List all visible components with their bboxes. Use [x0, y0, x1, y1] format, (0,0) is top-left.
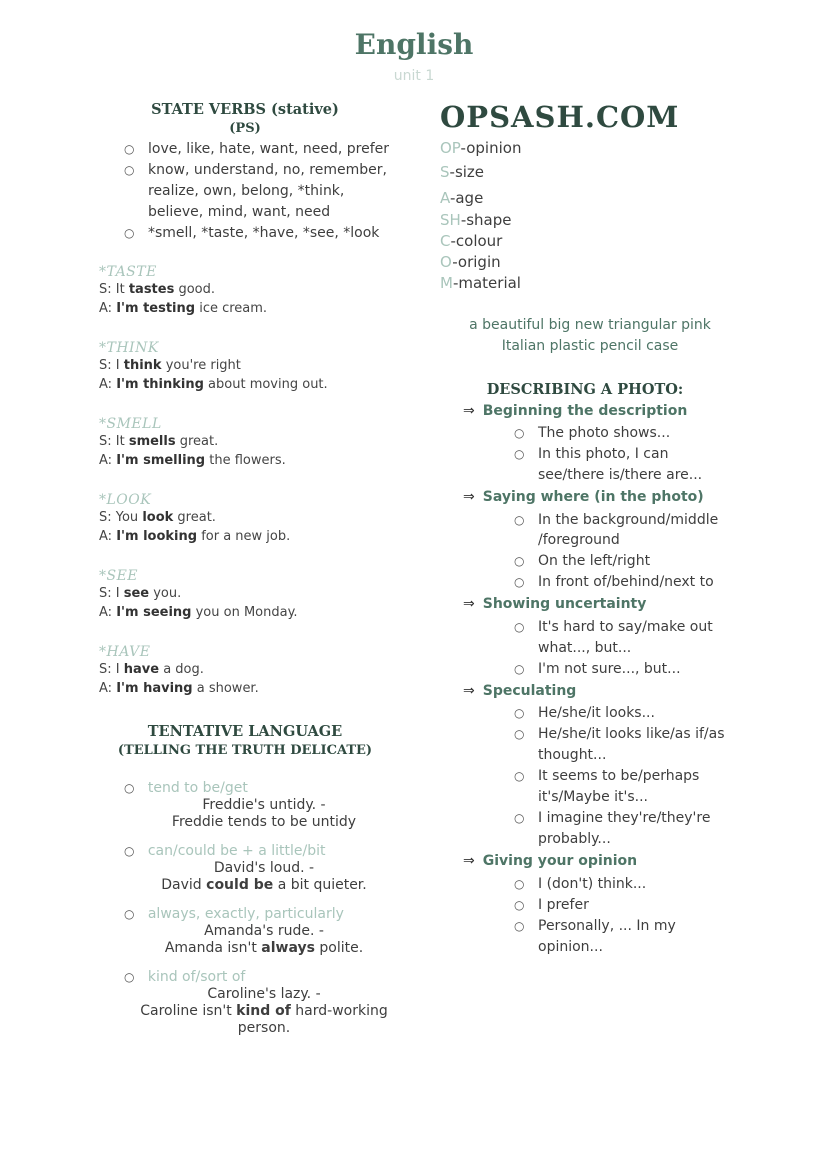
tentative-subheading: (TELLING THE TRUTH DELICATE) [117, 743, 373, 758]
example-see: *SEE S: I see you. A: I'm seeing you on Monday. [99, 568, 399, 622]
opsash-row: O-origin [440, 253, 501, 271]
list-item-continuation: opinion... [538, 939, 603, 955]
opsash-row: M-material [440, 274, 521, 292]
tentative-item-1: ○ tend to be/get Freddie's untidy. - Freddie tends to be untidy [124, 780, 357, 830]
bullet-circle-icon: ○ [124, 781, 135, 795]
page-title: English [354, 28, 474, 61]
bullet-circle-icon: ○ [514, 769, 525, 783]
page-subtitle: unit 1 [393, 68, 435, 84]
list-item: ○ I'm not sure..., but... [514, 659, 754, 680]
example-label: *LOOK [99, 492, 152, 508]
bullet-circle-icon: ○ [124, 142, 135, 156]
example-look: *LOOK S: You look great. A: I'm looking for a new job. [99, 492, 399, 546]
list-item: ○ In front of/behind/next to [514, 572, 754, 593]
list-item-continuation: thought... [538, 747, 607, 763]
state-verbs-subheading: (PS) [229, 121, 261, 136]
example-taste: *TASTE S: It tastes good. A: I'm testing ice cream. [99, 264, 399, 318]
list-item-continuation: believe, mind, want, need [148, 204, 331, 220]
list-item: ○ It seems to be/perhaps [514, 766, 754, 787]
double-arrow-icon: ⇒ [463, 403, 475, 419]
example-smell: *SMELL S: It smells great. A: I'm smelling the flowers. [99, 416, 399, 470]
list-item: ○ I prefer [514, 895, 754, 916]
photo-group-title: ⇒ Showing uncertainty [463, 596, 647, 612]
bullet-circle-icon: ○ [514, 554, 525, 568]
photo-group-title: ⇒ Giving your opinion [463, 853, 638, 869]
opsash-example-line-2: Italian plastic pencil case [501, 338, 679, 354]
list-item-continuation: see/there is/there are... [538, 467, 703, 483]
bullet-circle-icon: ○ [514, 575, 525, 589]
state-verbs-heading: STATE VERBS (stative) [151, 101, 339, 118]
bullet-circle-icon: ○ [514, 727, 525, 741]
tentative-item-2: ○ can/could be + a little/bit David's loud. - David could be a bit quieter. [124, 843, 367, 893]
photo-group-title: ⇒ Speculating [463, 683, 577, 699]
bullet-circle-icon: ○ [124, 907, 135, 921]
example-think: *THINK S: I think you're right A: I'm thinking about moving out. [99, 340, 399, 394]
photo-heading: DESCRIBING A PHOTO: [486, 381, 684, 398]
list-item: ○ love, like, hate, want, need, prefer [124, 139, 404, 160]
list-item-continuation: realize, own, belong, *think, [148, 183, 345, 199]
list-item-continuation: it's/Maybe it's... [538, 789, 649, 805]
bullet-circle-icon: ○ [124, 226, 135, 240]
photo-group-title: ⇒ Beginning the description [463, 403, 688, 419]
bullet-circle-icon: ○ [514, 898, 525, 912]
tentative-item-4: ○ kind of/sort of Caroline's lazy. - Caroline isn't kind of hard-working person. [124, 969, 388, 1036]
example-have: *HAVE S: I have a dog. A: I'm having a shower. [99, 644, 399, 698]
opsash-example-line-1: a beautiful big new triangular pink [469, 317, 711, 333]
opsash-brand: OPSASH.COM [440, 100, 680, 134]
list-item: ○ On the left/right [514, 551, 754, 572]
bullet-circle-icon: ○ [514, 620, 525, 634]
bullet-circle-icon: ○ [514, 877, 525, 891]
list-item: ○ I (don't) think... [514, 874, 754, 895]
opsash-row: SH-shape [440, 211, 512, 229]
double-arrow-icon: ⇒ [463, 683, 475, 699]
bullet-circle-icon: ○ [124, 844, 135, 858]
bullet-circle-icon: ○ [124, 970, 135, 984]
bullet-circle-icon: ○ [514, 447, 525, 461]
list-item: ○ It's hard to say/make out [514, 617, 754, 638]
bullet-circle-icon: ○ [514, 513, 525, 527]
list-item-continuation: /foreground [538, 532, 620, 548]
list-item: ○ In this photo, I can [514, 444, 754, 465]
bullet-circle-icon: ○ [514, 426, 525, 440]
list-item: ○ I imagine they're/they're [514, 808, 754, 829]
bullet-circle-icon: ○ [124, 163, 135, 177]
example-label: *TASTE [99, 264, 157, 280]
list-item-continuation: what..., but... [538, 640, 632, 656]
opsash-row: OP-opinion [440, 139, 522, 157]
double-arrow-icon: ⇒ [463, 489, 475, 505]
photo-group-title: ⇒ Saying where (in the photo) [463, 489, 704, 505]
opsash-row: A-age [440, 189, 484, 207]
list-item: ○ know, understand, no, remember, [124, 160, 404, 181]
tentative-item-3: ○ always, exactly, particularly Amanda's rude. - Amanda isn't always polite. [124, 906, 364, 956]
list-item: ○ In the background/middle [514, 510, 754, 531]
double-arrow-icon: ⇒ [463, 596, 475, 612]
opsash-row: C-colour [440, 232, 503, 250]
tentative-heading: TENTATIVE LANGUAGE [147, 723, 343, 740]
list-item: ○ The photo shows... [514, 423, 754, 444]
bullet-circle-icon: ○ [514, 662, 525, 676]
bullet-circle-icon: ○ [514, 706, 525, 720]
example-label: *SEE [99, 568, 139, 584]
bullet-circle-icon: ○ [514, 919, 525, 933]
list-item: ○ Personally, ... In my [514, 916, 754, 937]
double-arrow-icon: ⇒ [463, 853, 475, 869]
list-item-continuation: probably... [538, 831, 611, 847]
opsash-row: S-size [440, 163, 485, 181]
example-label: *SMELL [99, 416, 162, 432]
bullet-circle-icon: ○ [514, 811, 525, 825]
list-item: ○ He/she/it looks like/as if/as [514, 724, 754, 745]
example-label: *THINK [99, 340, 159, 356]
example-label: *HAVE [99, 644, 151, 660]
list-item: ○ He/she/it looks... [514, 703, 754, 724]
list-item: ○ *smell, *taste, *have, *see, *look [124, 223, 404, 244]
